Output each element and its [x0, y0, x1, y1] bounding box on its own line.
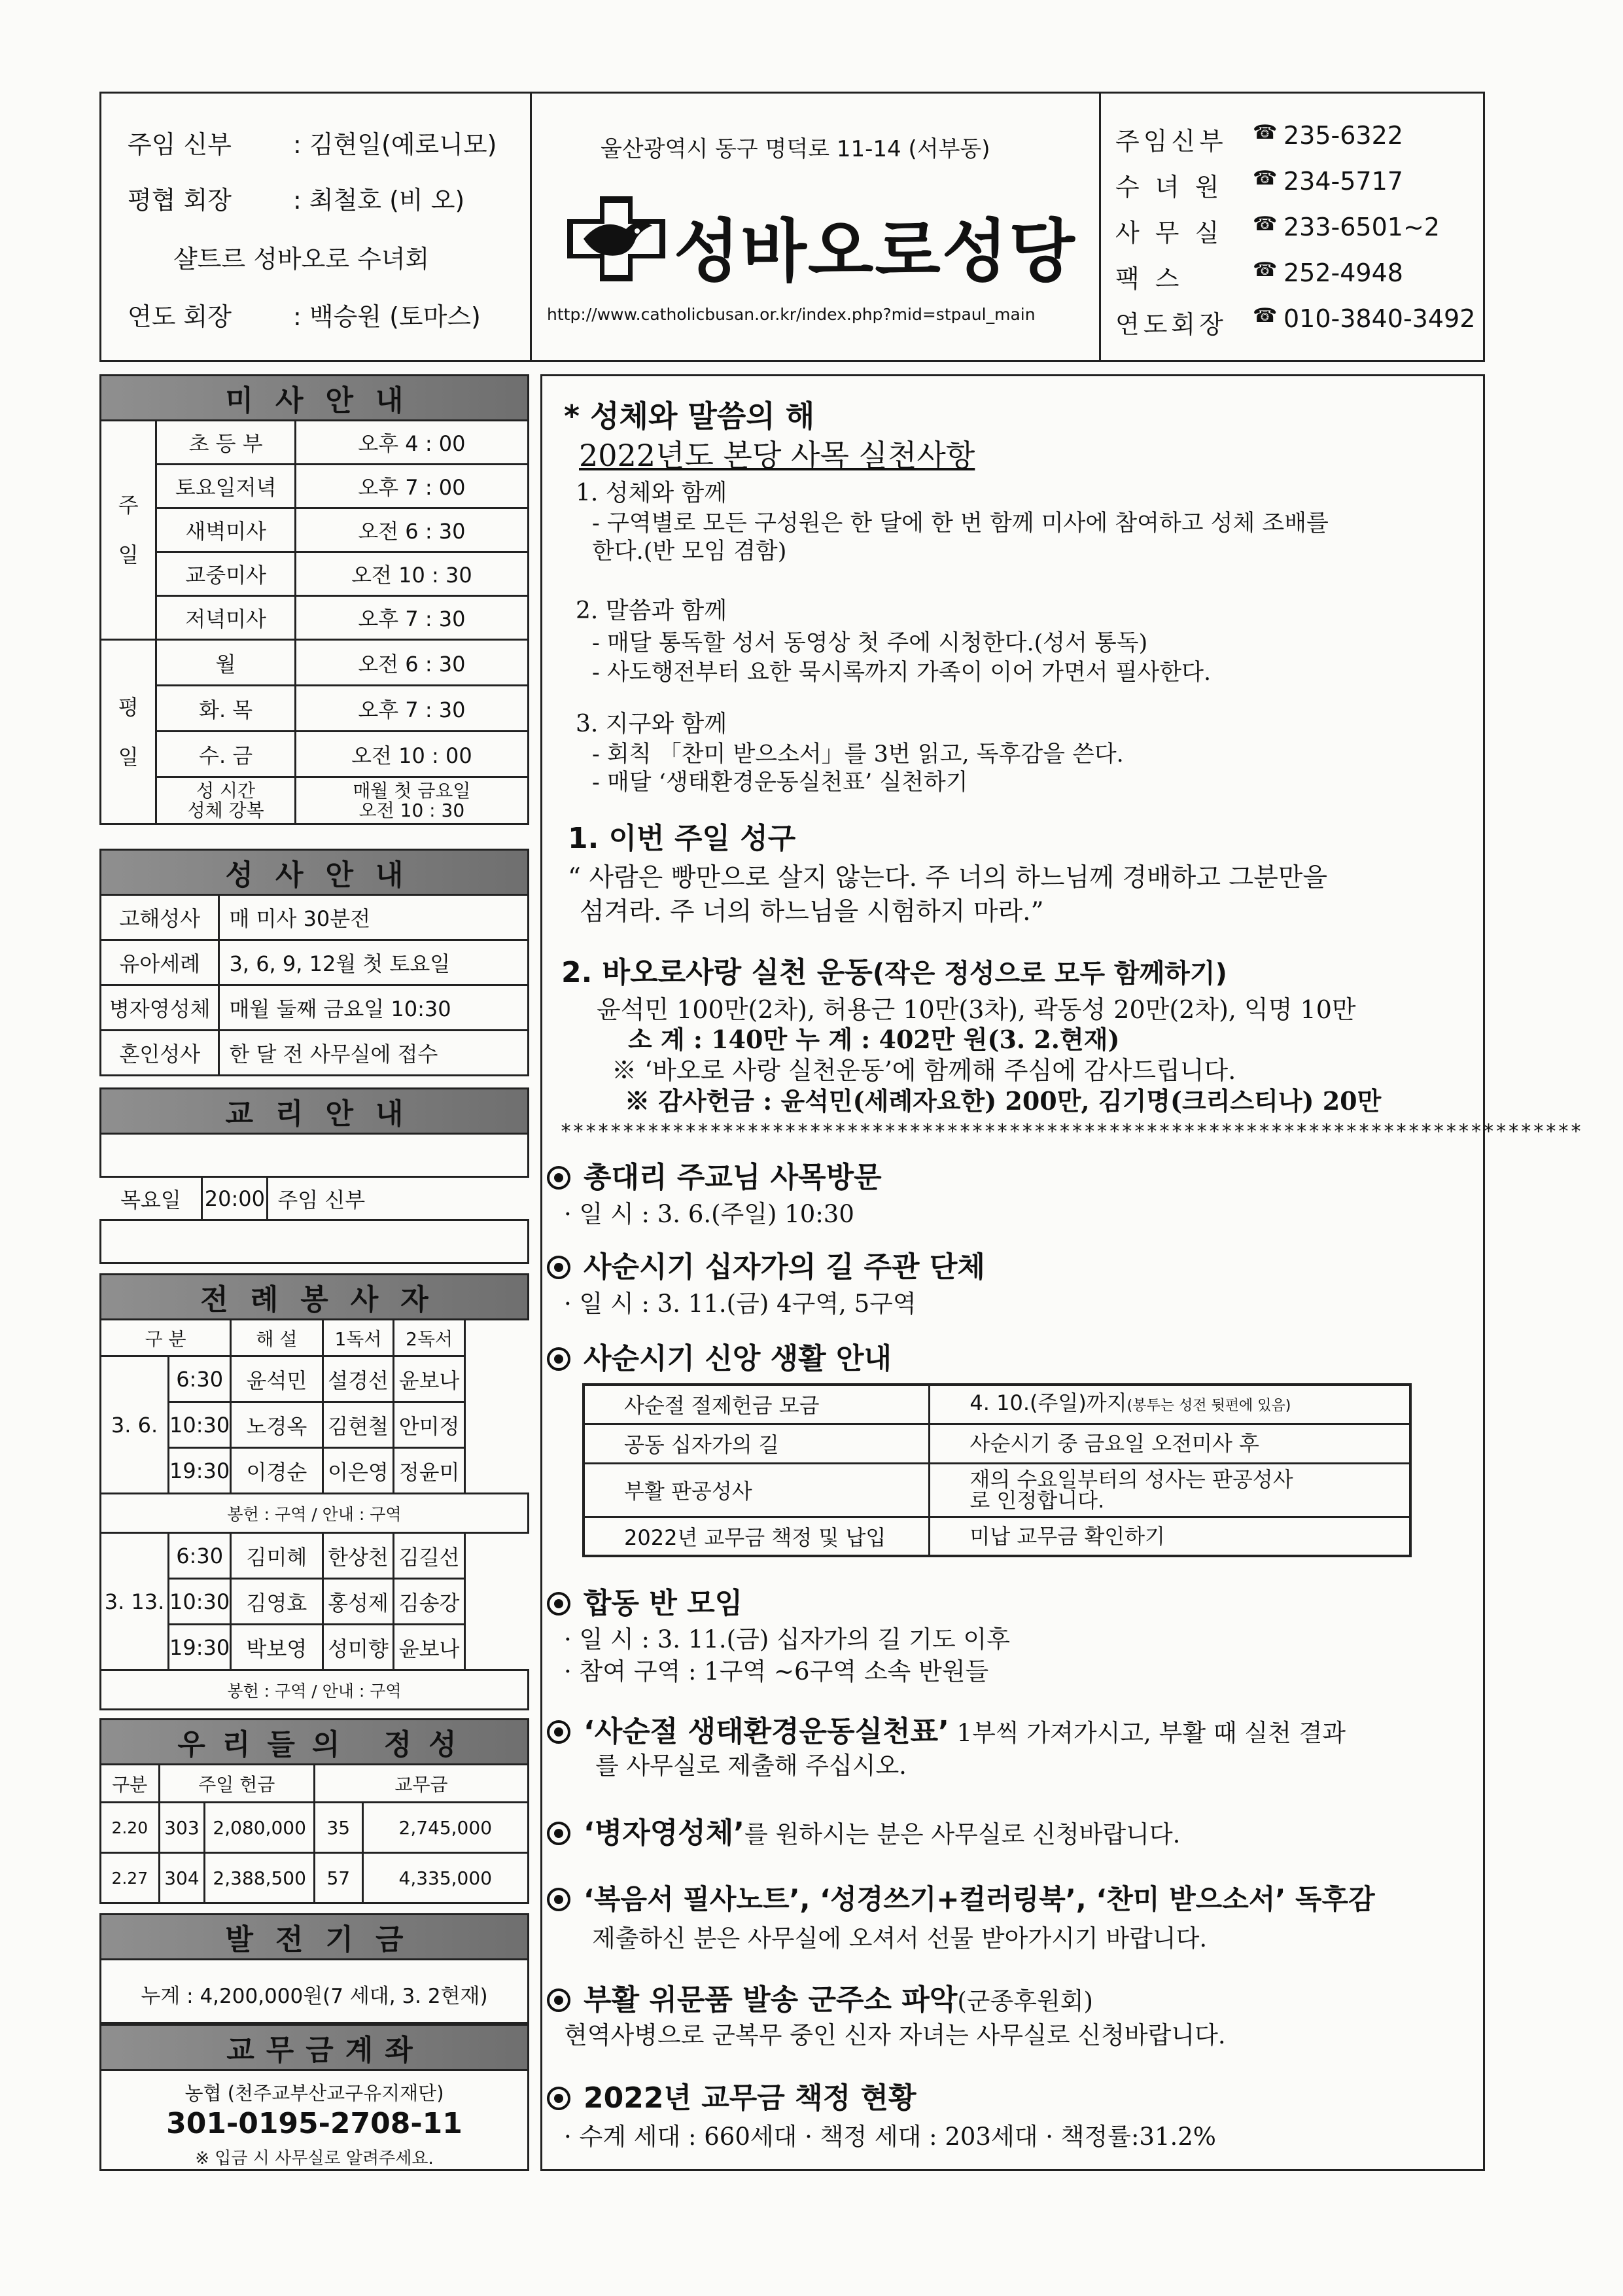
love-line-1: 윤석민 100만(2차), 허용근 10만(3차), 곽동성 20만(2차), 익명 10만 — [597, 995, 1356, 1024]
offering-count: 304 — [159, 1853, 205, 1903]
doctrine-table — [99, 1133, 529, 1264]
offering-date: 2.20 — [101, 1803, 160, 1853]
plan-line: - 매달 통독할 성서 동영상 첫 주에 시청한다.(성서 통독) — [592, 630, 1148, 656]
lent-detail-note: (봉투는 성전 뒷편에 있음) — [1126, 1397, 1291, 1414]
sacrament-name: 병자영성체 — [101, 985, 219, 1031]
server-name: 이경순 — [231, 1448, 323, 1494]
dove-cross-logo-icon — [564, 193, 669, 285]
sacrament-value: 한 달 전 사무실에 접수 — [219, 1031, 529, 1076]
yeondo-label: 연도 회장 — [128, 302, 232, 331]
target-bullet-icon — [547, 1988, 570, 2012]
server-name: 정윤미 — [394, 1448, 465, 1494]
sunday-label: 주 일 — [101, 421, 156, 640]
server-name: 윤보나 — [394, 1625, 465, 1670]
love-title: 2. 바오로사랑 실천 운동(작은 정성으로 모두 함께하기) — [561, 956, 1227, 989]
mass-time: 오전 10 : 00 — [295, 732, 528, 777]
target-bullet-icon — [547, 1888, 570, 1911]
contact-label: 주임신부 — [1115, 127, 1227, 156]
servers-time: 19:30 — [169, 1448, 231, 1494]
servers-date: 3. 6. — [101, 1356, 169, 1494]
adoration-name: 성 시간 성체 강복 — [156, 777, 295, 824]
servers-note: 봉헌 : 구역 / 안내 : 구역 — [101, 1494, 529, 1533]
sacrament-name: 혼인성사 — [101, 1031, 219, 1076]
servers-header: 구 분 — [101, 1320, 231, 1356]
contact-label: 수 녀 원 — [1115, 173, 1223, 202]
account-bank: 농협 (천주교부산교구유지재단) — [184, 2082, 444, 2104]
target-bullet-icon — [547, 1166, 570, 1190]
gift-title: 부활 위문품 발송 군주소 파악(군종후원회) — [547, 1976, 1093, 2018]
phone-icon: ☎ — [1253, 304, 1278, 327]
servers-time: 19:30 — [169, 1625, 231, 1670]
server-name: 이은영 — [323, 1448, 394, 1494]
dues-amount: 4,335,000 — [362, 1853, 528, 1903]
eco-line-2: 를 사무실로 제출해 주십시오. — [595, 1752, 907, 1780]
pastor-value: : 김현일(예로니모) — [293, 130, 497, 159]
servers-time: 10:30 — [169, 1579, 231, 1625]
stations-line: · 일 시 : 3. 11.(금) 4구역, 5구역 — [564, 1290, 916, 1318]
servers-section-title: 전례봉사자 — [99, 1273, 529, 1320]
mass-name: 저녁미사 — [156, 596, 295, 640]
servers-time: 6:30 — [169, 1356, 231, 1402]
sacrament-section-title: 성사안내 — [99, 849, 529, 896]
offerings-section-title: 우리들의 정성 — [99, 1718, 529, 1765]
plan-line: - 회칙 「찬미 받으소서」를 3번 읽고, 독후감을 쓴다. — [592, 741, 1124, 768]
dues-title: 2022년 교무금 책정 현황 — [547, 2074, 916, 2116]
server-name: 김송강 — [394, 1579, 465, 1625]
church-address: 울산광역시 동구 명덕로 11-14 (서부동) — [601, 136, 990, 162]
phone-icon: ☎ — [1253, 258, 1278, 281]
verse-line-1: “ 사람은 빵만으로 살지 않는다. 주 너의 하느님께 경배하고 그분만을 — [568, 863, 1328, 892]
target-bullet-icon — [547, 1256, 570, 1279]
review-line-2: 제출하신 분은 사무실에 오셔서 선물 받아가시기 바랍니다. — [592, 1924, 1208, 1952]
lent-item: 공동 십자가의 길 — [584, 1424, 930, 1463]
lent-item: 부활 판공성사 — [584, 1463, 930, 1517]
mass-time: 오전 10 : 30 — [295, 552, 528, 596]
stations-title: 사순시기 십자가의 길 주관 단체 — [547, 1243, 985, 1285]
sacrament-name: 유아세례 — [101, 940, 219, 985]
weekday-label: 평 일 — [101, 640, 156, 824]
love-line-2: 소 계 : 140만 누 계 : 402만 원(3. 2.현재) — [628, 1025, 1120, 1054]
offerings-table — [99, 1763, 529, 1904]
plan-heading: 1. 성체와 함께 — [576, 480, 727, 506]
church-logo — [564, 193, 669, 285]
eco-title: ‘사순절 생태환경운동실천표’ 1부씩 가져가시고, 부활 때 실천 결과 — [547, 1708, 1346, 1750]
contact-phone[interactable]: 234-5717 — [1283, 167, 1403, 196]
contact-phone[interactable]: 235-6322 — [1283, 121, 1403, 150]
church-url[interactable]: http://www.catholicbusan.or.kr/index.php?mid=stpaul_main — [547, 305, 1036, 324]
lent-detail: 미납 교무금 확인하기 — [930, 1517, 1410, 1556]
plan-heading: 2. 말씀과 함께 — [576, 597, 727, 624]
servers-date: 3. 13. — [101, 1533, 169, 1670]
visit-line: · 일 시 : 3. 6.(주일) 10:30 — [564, 1200, 854, 1228]
server-name: 김현철 — [323, 1402, 394, 1448]
plan-line: - 사도행전부터 요한 묵시록까지 가족이 이어 가면서 필사한다. — [592, 660, 1212, 686]
mass-name: 토요일저녁 — [156, 465, 295, 508]
mass-name: 초 등 부 — [156, 421, 295, 465]
plan-title: 2022년도 본당 사목 실천사항 — [579, 438, 975, 473]
lent-detail: 4. 10.(주일)까지(봉투는 성전 뒷편에 있음) — [930, 1385, 1410, 1424]
server-name: 홍성제 — [323, 1579, 394, 1625]
target-bullet-icon — [547, 1720, 570, 1744]
church-name: 성바오로성당 — [674, 211, 1076, 291]
dues-line: · 수계 세대 : 660세대 · 책정 세대 : 203세대 · 책정률:31.2% — [564, 2123, 1216, 2151]
offering-amount: 2,388,500 — [205, 1853, 315, 1903]
mass-time: 오후 7 : 30 — [295, 596, 528, 640]
sacrament-value: 매 미사 30분전 — [219, 895, 529, 940]
council-value: : 최철호 (비 오) — [293, 186, 465, 215]
sacrament-value: 3, 6, 9, 12월 첫 토요일 — [219, 940, 529, 985]
plan-line: - 매달 ‘생태환경운동실천표’ 실천하기 — [592, 769, 968, 796]
servers-header: 1독서 — [323, 1320, 394, 1356]
offering-header: 교무금 — [315, 1765, 529, 1803]
servers-time: 6:30 — [169, 1533, 231, 1579]
lent-title: 사순시기 신앙 생활 안내 — [547, 1335, 892, 1377]
mass-section-title: 미사안내 — [99, 374, 529, 421]
meeting-line-1: · 일 시 : 3. 11.(금) 십자가의 길 기도 이후 — [564, 1625, 1010, 1653]
mass-time: 오전 6 : 30 — [295, 508, 528, 552]
header-divider-left — [530, 92, 532, 362]
plan-heading: 3. 지구와 함께 — [576, 711, 727, 737]
servers-table — [99, 1318, 529, 1710]
development-section-title: 발전기금 — [99, 1913, 529, 1960]
contact-label: 연도회장 — [1115, 310, 1227, 339]
dues-count: 57 — [315, 1853, 363, 1903]
mass-name: 월 — [156, 640, 295, 686]
mass-name: 화. 목 — [156, 686, 295, 732]
council-label: 평협 회장 — [128, 186, 232, 215]
sacrament-value: 매월 둘째 금요일 10:30 — [219, 985, 529, 1031]
lent-detail: 사순시기 중 금요일 오전미사 후 — [930, 1424, 1410, 1463]
server-name: 김영효 — [231, 1579, 323, 1625]
stars-divider: ********************************************************************************** — [560, 1120, 1583, 1143]
mass-name: 교중미사 — [156, 552, 295, 596]
mass-name: 수. 금 — [156, 732, 295, 777]
mass-time: 오전 6 : 30 — [295, 640, 528, 686]
verse-line-2: 섬겨라. 주 너의 하느님을 시험하지 마라.” — [580, 897, 1044, 927]
doctrine-section-title: 교리안내 — [99, 1087, 529, 1135]
servers-header: 해 설 — [231, 1320, 323, 1356]
mass-time: 오후 4 : 00 — [295, 421, 528, 465]
meeting-line-2: · 참여 구역 : 1구역 ~6구역 소속 반원들 — [564, 1657, 989, 1686]
verse-title: 1. 이번 주일 성구 — [568, 822, 796, 855]
server-name: 한상천 — [323, 1533, 394, 1579]
server-name: 김길선 — [394, 1533, 465, 1579]
account-note: ※ 입금 시 사무실로 알려주세요. — [195, 2149, 434, 2168]
server-name: 설경선 — [323, 1356, 394, 1402]
doctrine-day: 목요일 — [101, 1177, 202, 1220]
contact-label: 사 무 실 — [1115, 219, 1223, 247]
phone-icon: ☎ — [1253, 213, 1278, 236]
target-bullet-icon — [547, 1347, 570, 1371]
offering-header: 구분 — [101, 1765, 160, 1803]
offering-count: 303 — [159, 1803, 205, 1853]
target-bullet-icon — [547, 1592, 570, 1616]
mass-time: 오후 7 : 30 — [295, 686, 528, 732]
target-bullet-icon — [547, 2087, 570, 2110]
year-title: * 성체와 말씀의 해 — [564, 398, 815, 434]
account-number: 301-0195-2708-11 — [166, 2107, 462, 2140]
pastor-label: 주임 신부 — [128, 130, 232, 159]
contact-phone[interactable]: 233-6501~2 — [1283, 213, 1440, 241]
doctrine-time: 20:00 — [202, 1177, 268, 1220]
server-name: 안미정 — [394, 1402, 465, 1448]
plan-line: 한다.(반 모임 겸함) — [592, 539, 787, 565]
visit-title: 총대리 주교님 사목방문 — [547, 1154, 882, 1195]
offering-date: 2.27 — [101, 1853, 160, 1903]
meeting-title: 합동 반 모임 — [547, 1580, 742, 1621]
servers-time: 10:30 — [169, 1402, 231, 1448]
server-name: 윤석민 — [231, 1356, 323, 1402]
dues-amount: 2,745,000 — [362, 1803, 528, 1853]
sick-title: ‘병자영성체’를 원하시는 분은 사무실로 신청바랍니다. — [547, 1809, 1180, 1851]
adoration-time: 매월 첫 금요일 오전 10 : 30 — [295, 777, 528, 824]
yeondo-value: : 백승원 (토마스) — [293, 302, 481, 331]
sacrament-name: 고해성사 — [101, 895, 219, 940]
lent-item: 2022년 교무금 책정 및 납입 — [584, 1517, 930, 1556]
server-name: 김미혜 — [231, 1533, 323, 1579]
mass-name: 새벽미사 — [156, 508, 295, 552]
contact-phone[interactable]: 010-3840-3492 — [1283, 304, 1476, 333]
contact-label: 팩 스 — [1115, 264, 1183, 293]
lent-item: 사순절 절제헌금 모금 — [584, 1385, 930, 1424]
offering-header: 주일 헌금 — [159, 1765, 314, 1803]
server-name: 박보영 — [231, 1625, 323, 1670]
review-title: ‘복음서 필사노트’, ‘성경쓰기+컬러링북’, ‘찬미 받으소서’ 독후감 — [547, 1878, 1375, 1917]
servers-note: 봉헌 : 구역 / 안내 : 구역 — [101, 1670, 529, 1710]
server-name: 노경옥 — [231, 1402, 323, 1448]
target-bullet-icon — [547, 1822, 570, 1845]
header-divider-right — [1099, 92, 1101, 362]
account-section-title: 교무금계좌 — [99, 2024, 529, 2071]
doctrine-who: 주임 신부 — [268, 1177, 529, 1220]
development-total: 누계 : 4,200,000원(7 세대, 3. 2현재) — [141, 1985, 488, 2008]
love-line-3: ※ ‘바오로 사랑 실천운동’에 함께해 주심에 감사드립니다. — [612, 1056, 1236, 1085]
mass-table — [99, 419, 529, 825]
server-name: 윤보나 — [394, 1356, 465, 1402]
contact-phone[interactable]: 252-4948 — [1283, 258, 1403, 287]
lent-table — [582, 1383, 1412, 1557]
offering-amount: 2,080,000 — [205, 1803, 315, 1853]
phone-icon: ☎ — [1253, 167, 1278, 190]
lent-detail: 재의 수요일부터의 성사는 판공성사 로 인정합니다. — [930, 1463, 1410, 1517]
phone-icon: ☎ — [1253, 121, 1278, 144]
love-line-4: ※ 감사헌금 : 윤석민(세례자요한) 200만, 김기명(크리스티나) 20만 — [625, 1086, 1382, 1116]
sisters-name: 샬트르 성바오로 수녀회 — [173, 245, 430, 274]
servers-header: 2독서 — [394, 1320, 465, 1356]
mass-time: 오후 7 : 00 — [295, 465, 528, 508]
gift-line-2: 현역사병으로 군복무 중인 신자 자녀는 사무실로 신청바랍니다. — [564, 2021, 1226, 2049]
plan-line: - 구역별로 모든 구성원은 한 달에 한 번 함께 미사에 참여하고 성체 조배를 — [592, 510, 1329, 537]
dues-count: 35 — [315, 1803, 363, 1853]
server-name: 성미향 — [323, 1625, 394, 1670]
sacrament-table — [99, 894, 529, 1076]
